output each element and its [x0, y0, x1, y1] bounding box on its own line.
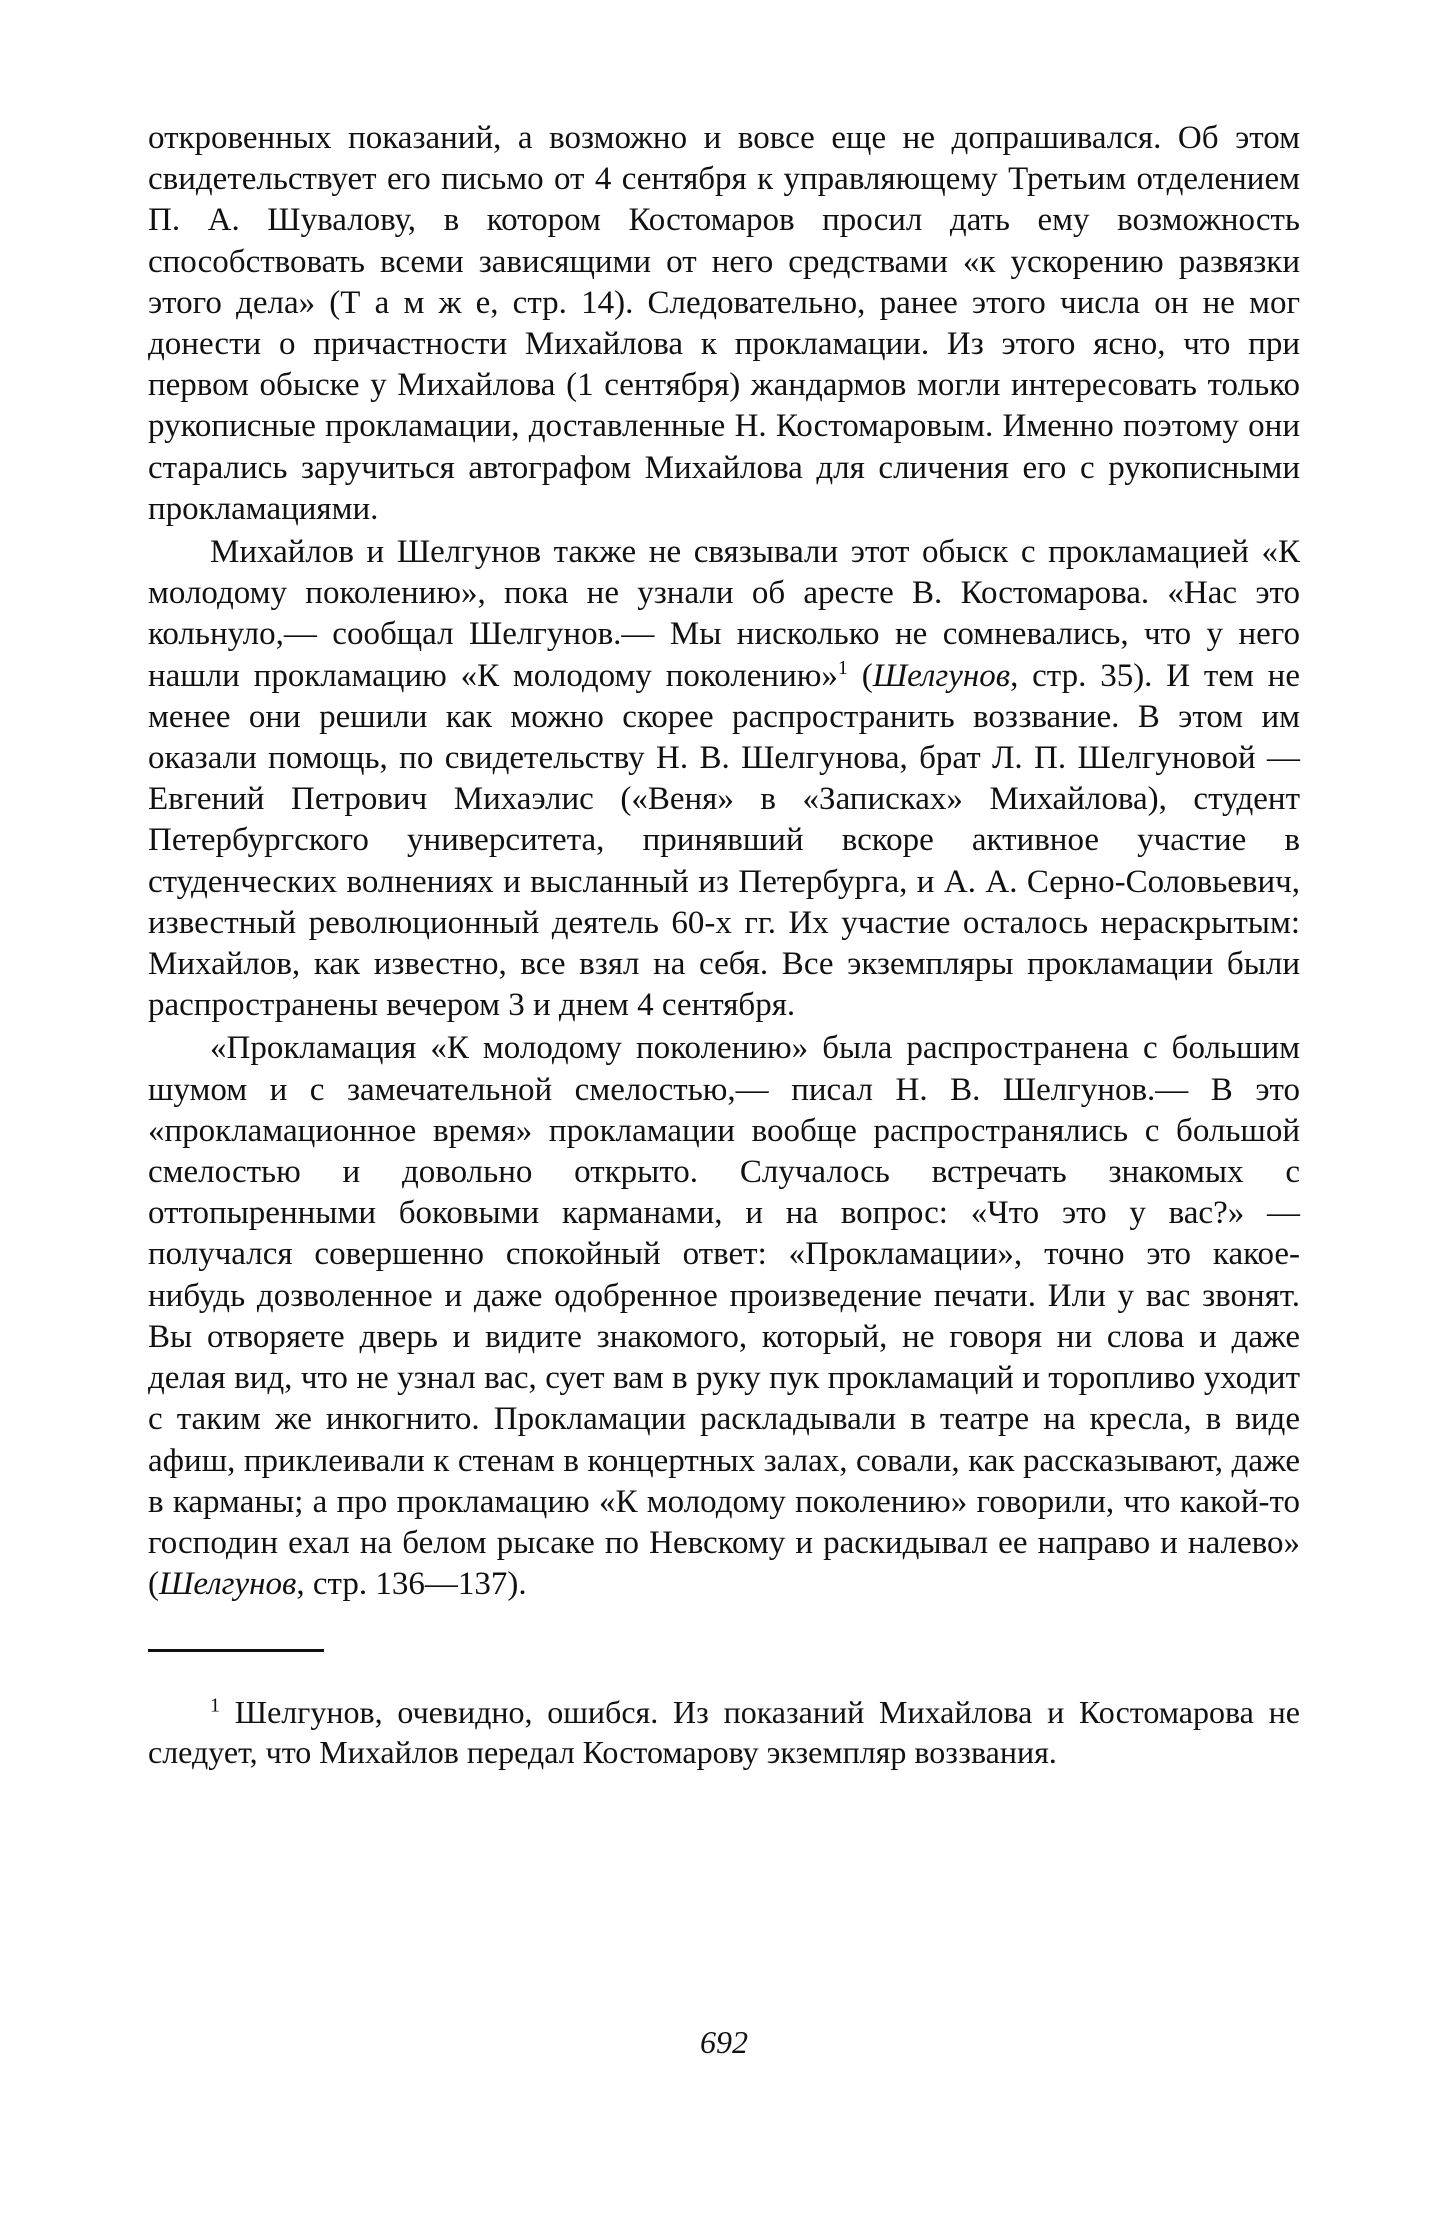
paragraph-text: , стр. 35). И тем не менее они решили как можно скорее распространить воззвание. В этом им оказали помощь, по свидетельству Н. В. Шелгунова, брат Л. П. Шелгуновой — Евгений Петрович Михаэлис («Веня» в «Записках» Михайлова), студент Петербургского университета, принявший вскоре активное участие в студенческих волнениях и высланный из Петербурга, и А. А. Серно-Соловьевич, известный революционный деятель 60-х гг. Их участие осталось нераскрытым: Михайлов, как известно, все взял на себя. Все экземпляры прокламации были распространены вечером 3 и днем 4 сентября. — [148, 657, 1300, 1024]
paragraph-text: «Прокламация «К молодому поколению» была распространена с большим шумом и с замечательной смелостью,— писал Н. В. Шелгунов.— В это «прокламационное время» прокламации вообще распространялись с большой смелостью и довольно открыто. Случалось встречать знакомых с оттопыренными боковыми карманами, и на вопрос: «Что это у вас?» — получался совершенно спокойный ответ: «Прокламации», точно это какое-нибудь дозволенное и даже одобренное произведение печати. Или у вас звонят. Вы отворяете дверь и видите знакомого, который, не говоря ни слова и даже делая вид, что не узнал вас, сует вам в руку пук прокламаций и торопливо уходит с таким же инкогнито. Прокламации раскладывали в театре на кресла, в виде афиш, приклеивали к стенам в концертных залах, совали, как рассказывают, даже в карманы; а про прокламацию «К молодому поколению» говорили, что какой-то господин ехал на белом рысаке по Невскому и раскидывал ее направо и налево» ( — [148, 1030, 1300, 1603]
page-number: 692 — [700, 2024, 748, 2060]
paragraph-text: , стр. 136—137). — [296, 1566, 527, 1603]
footnote-reference: 1 — [837, 656, 848, 679]
footnote-text: Шелгунов, очевидно, ошибся. Из показаний Михайлова и Костомарова не следует, что Михайлов передал Костомарову экземпляр воззвания. — [148, 1694, 1300, 1771]
main-text — [148, 118, 1300, 1605]
citation-author: Шелгунов — [872, 657, 1011, 694]
paragraph-text: Михайлов и Шелгунов также не связывали этот обыск с прокламацией «К молодому поколению», пока не узнали об аресте В. Костомарова. «Нас это кольнуло,— сообщал Шелгунов.— Мы нисколько не сомневались, что у него нашли прокламацию «К молодому поколению» — [148, 534, 1300, 694]
paragraph-text: откровенных показаний, а возможно и вовсе еще не допрашивался. Об этом свидетельствует его письмо от 4 сентября к управляющему Третьим отделением П. А. Шувалову, в котором Костомаров просил дать ему возможность способствовать всеми зависящими от него средствами «к ускорению развязки этого дела» (Т а м ж е, стр. 14). Следовательно, ранее этого числа он не мог донести о причастности Михайлова к прокламации. Из этого ясно, что при первом обыске у Михайлова (1 сентября) жандармов могли интересовать только рукописные прокламации, доставленные Н. Костомаровым. Именно поэтому они старались заручиться автографом Михайлова для сличения его с рукописными прокламациями. — [148, 120, 1300, 527]
footnote-marker: 1 — [210, 1694, 220, 1717]
paragraph-text: ( — [847, 657, 873, 694]
page-body — [148, 118, 1300, 1772]
paragraph — [148, 1028, 1300, 1605]
citation-author: Шелгунов — [159, 1566, 297, 1603]
paragraph — [148, 532, 1300, 1026]
footnote-divider — [148, 1649, 324, 1652]
paragraph — [148, 118, 1300, 530]
footnote — [148, 1692, 1300, 1772]
